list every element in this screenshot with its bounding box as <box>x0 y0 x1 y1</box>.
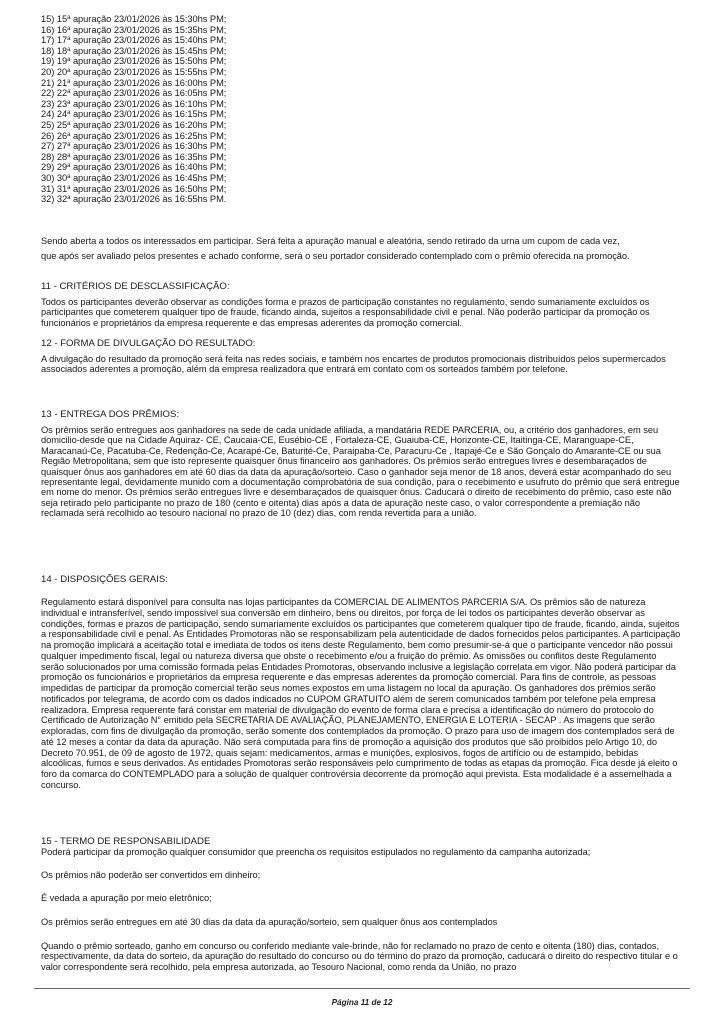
section-14-heading: 14 - DISPOSIÇÕES GERAIS: <box>41 574 168 585</box>
apuracao-schedule-list <box>41 13 681 204</box>
footer-divider <box>34 988 690 989</box>
intro-line-2: que após ser avaliado pelos presentes e achado conforme, será o seu portador considerado contemplado com o prêmio oferecida na promoção. <box>41 251 630 261</box>
list-item: 25) 25$^a$ apuração 23/01/2026 às 16:20hs PM; <box>41 119 227 130</box>
list-item: 28) 28$^a$ apuração 23/01/2026 às 16:35hs PM; <box>41 151 227 162</box>
section-11-body: Todos os participantes deverão observar as condições forma e prazos de participação constantes no regulamento, sendo sumariamente excluídos os participantes que cometerem qualquer tipo de fraude, ficando ainda, sujeitos a responsabilidade civil e penal. Não poderão participar da promoção os funcionários e proprietários da empresa requerente e das empresas aderentes da promoção comercial. <box>41 297 650 328</box>
list-item: 24) 24$^a$ apuração 23/01/2026 às 16:15hs PM; <box>41 109 227 120</box>
list-item: 26) 26$^a$ apuração 23/01/2026 às 16:25hs PM; <box>41 130 227 141</box>
section-12-heading: 12 - FORMA DE DIVULGAÇÃO DO RESULTADO: <box>41 338 256 349</box>
list-item: 16) 16$^a$ apuração 23/01/2026 às 15:35hs PM; <box>41 24 227 35</box>
section-11-heading: 11 - CRITÉRIOS DE DESCLASSIFICAÇÃO: <box>41 281 230 292</box>
list-item: 22) 22$^a$ apuração 23/01/2026 às 16:05hs PM; <box>41 88 227 99</box>
list-item: 21) 21$^a$ apuração 23/01/2026 às 16:00hs PM; <box>41 77 227 88</box>
section-15-line-4: Os prêmios serão entregues em até 30 dias da data da apuração/sorteio, sem qualquer ônus aos contemplados <box>41 917 498 927</box>
section-12-body: A divulgação do resultado da promoção será feita nas redes sociais, e também nos encartes de produtos promocionais distribuídos pelos supermercados associados aderentes a promoção, além da empresa realizadora que entrará em contato com os sorteados também por telefone. <box>41 354 666 375</box>
list-item: 23) 23$^a$ apuração 23/01/2026 às 16:10hs PM; <box>41 98 227 109</box>
section-14-body: Regulamento estará disponível para consulta nas lojas participantes da COMERCIAL DE ALIMENTOS PARCERIA S/A. Os prêmios são de natureza individual e intransferível, sendo impossível sua conversão em dinheiro, bens ou direitos, por força de lei todos os participantes deverão observar as condições, formas e prazos de participação, sendo sumariamente excluídos os participantes que cometerem qualquer tipo de fraude, ficando, ainda, sujeitos a responsabilidade civil e penal. As Entidades Promotoras não se responsabilizam pela autenticidade de dados fornecidos pelos participantes. A participação na promoção implicará a aceitação total e imediata de todos os itens deste Regulamento, bem como presumir-se-á que o participante vencedor não possui qualquer impedimento fiscal, legal ou natureza diversa que obste o recebimento e/ou a fruição do prêmio. As omissões ou conflitos deste Regulamento serão solucionados por uma comissão formada pelas Entidades Promotoras, observando inclusive a legislação correlata em vigor. Não poderá participar da promoção os funcionários e proprietários da empresa requerente e das empresas aderentes da promoção comercial. Para fins de controle, as pessoas impedidas de participar da promoção comercial terão seus nomes expostos em uma listagem no local da apuração. Os ganhadores dos prêmios serão notificados por telegrama, de acordo com os dados indicados no CUPOM GRATUITO além de serem comunicados também por telefone pela empresa realizadora. Empresa requerente fará constar em material de divulgação do evento de forma clara e precisa a identificação do número do protocolo do Certificado de Autorização N° emitido pela SECRETARIA DE AVALIAÇÃO, PLANEJAMENTO, ENERGIA E LOTERIA - SECAP . As imagens que serão exploradas, com fins de divulgação da promoção, serão somente dos contemplados da promoção. O prazo para uso de imagem dos contemplados será de até 12 meses a contar da data da apuração. Não será computada para fins de promoção a aquisição dos produtos que são proibidos pelo Artigo 10, do Decreto 70.951, de 09 de agosto de 1972, quais sejam: medicamentos, armas e munições, explosivos, fogos de artifício ou de estampido, bebidas alcoólicas, fumos e seus derivados. As entidades Promotoras serão responsáveis pelo cumprimento de todas as etapas da promoção. Fica desde já eleito o foro da comarca do CONTEMPLADO para a solução de qualquer controvérsia decorrente da promoção aqui prevista. Esta modalidade é a assemelhada a concurso. <box>41 597 681 790</box>
section-13-heading: 13 - ENTREGA DOS PRÊMIOS: <box>41 409 180 420</box>
list-item: 32) 32$^a$ apuração 23/01/2026 às 16:55hs PM. <box>41 194 227 205</box>
list-item: 30) 30$^a$ apuração 23/01/2026 às 16:45hs PM; <box>41 172 227 183</box>
section-15-line-1: Poderá participar da promoção qualquer consumidor que preencha os requisitos estipulados no regulamento da campanha autorizada; <box>41 847 591 857</box>
list-item: 20) 20$^a$ apuração 23/01/2026 às 15:55hs PM; <box>41 66 227 77</box>
page-number: Página 11 de 12 <box>331 998 393 1007</box>
list-item: 15) 15$^a$ apuração 23/01/2026 às 15:30hs PM; <box>41 14 227 24</box>
list-item: 31) 31$^a$ apuração 23/01/2026 às 16:50hs PM; <box>41 183 227 194</box>
section-15-line-2: Os prêmios não poderão ser convertidos em dinheiro; <box>41 870 261 880</box>
section-13-body: Os prêmios serão entregues aos ganhadores na sede de cada unidade afiliada, a mandatária REDE PARCERIA, ou, a critério dos ganhadores, em seu domicilio-desde que na Cidade Aquiraz- CE, Caucaia-CE, Eusébio-CE , Fortaleza-CE, Guaiuba-CE, Horizonte-CE, Itaitinga-CE, Maranguape-CE, Maracanaú-Ce, Pacatuba-Ce, Redenção-Ce, Acarapé-Ce, Baturité-Ce, Paraipaba-Ce, Paracuru-Ce , Itapajé-Ce e São Gonçalo do Amarante-CE ou sua Região Metropolitana, sem que isto represente quaisquer ônus financeiro aos ganhadores. Os prêmios serão entregues livres e desembaraçados de quaisquer ônus aos ganhadores em até 60 dias da data da apuração/sorteio. Caso o ganhador seja menor de 18 anos, deverá estar acompanhado do seu representante legal, devidamente munido com a documentação comprobatória de sua condição, para o recebimento e usufruto do prêmio que será entregue em nome do menor. Os prêmios serão entregues livre e desembaraçados de quaisquer ônus. Caducará o direito de recebimento do prêmio, caso este não seja retirado pelo participante no prazo de 180 (cento e oitenta) dias após a data de apuração neste caso, o valor correspondente a premiação não reclamada será recolhido ao tesouro nacional no prazo de 10 (dez) dias, com renda revertida para a união. <box>41 425 680 519</box>
list-item: 29) 29$^a$ apuração 23/01/2026 às 16:40hs PM; <box>41 162 227 173</box>
list-item: 19) 19$^a$ apuração 23/01/2026 às 15:50hs PM; <box>41 56 227 67</box>
intro-line-1: Sendo aberta a todos os interessados em participar. Será feita a apuração manual e aleatória, sendo retirado da urna um cupom de cada vez, <box>41 236 620 246</box>
section-15-heading: 15 - TERMO DE RESPONSABILIDADE <box>41 836 211 847</box>
section-15-line-5: Quando o prêmio sorteado, ganho em concurso ou conferido mediante vale-brinde, não for reclamado no prazo de cento e oitenta (180) dias, contados, respectivamente, da data do sorteio, da apuração do resultado do concurso ou do término do prazo da promoção, caducará o direito do respectivo titular e o valor correspondente será recolhido, pela empresa autorizada, ao Tesouro Nacional, como renda da União, no prazo <box>41 941 678 972</box>
list-item: 18) 18$^a$ apuração 23/01/2026 às 15:45hs PM; <box>41 45 227 56</box>
section-15-line-3: É vedada a apuração por meio eletrônico; <box>41 893 212 903</box>
list-item: 17) 17$^a$ apuração 23/01/2026 às 15:40hs PM; <box>41 35 227 46</box>
list-item: 27) 27$^a$ apuração 23/01/2026 às 16:30hs PM; <box>41 141 227 152</box>
